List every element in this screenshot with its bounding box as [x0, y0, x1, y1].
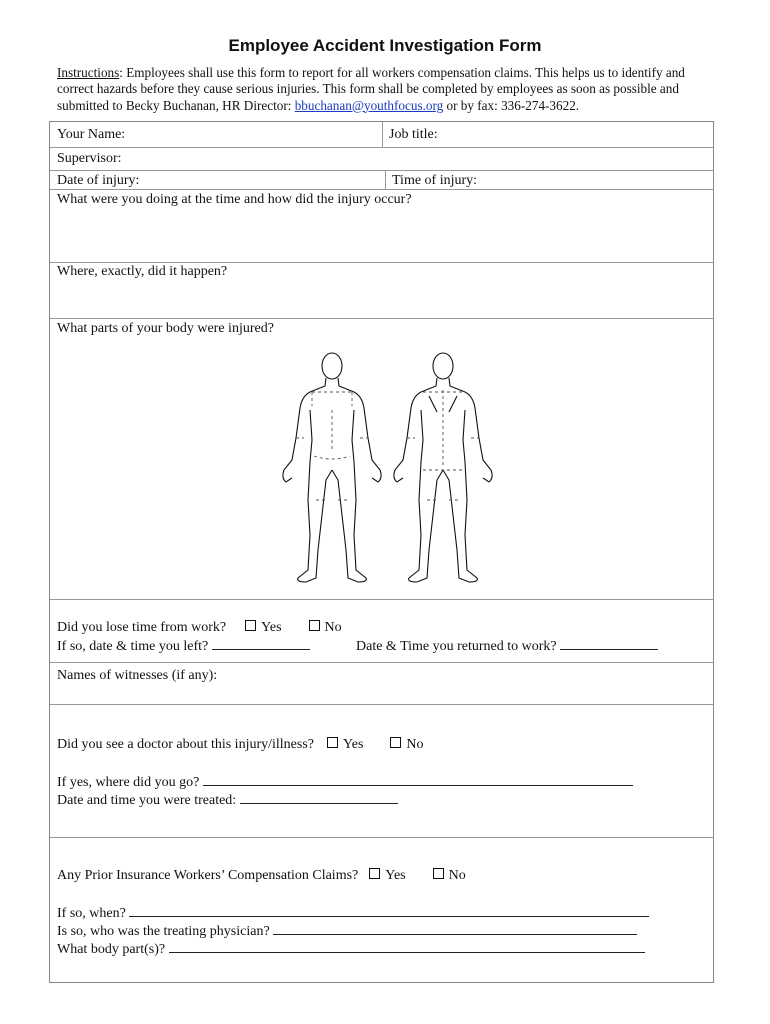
- body-parts-label: What parts of your body were injured?: [57, 321, 274, 336]
- lose-time-yes-checkbox[interactable]: [245, 620, 256, 631]
- treated-label: Date and time you were treated:: [57, 793, 237, 808]
- see-doctor-label: Did you see a doctor about this injury/illness?: [57, 737, 315, 752]
- where-label: Where, exactly, did it happen?: [57, 264, 228, 279]
- left-time-row: [57, 637, 310, 655]
- lose-time-no-label: No: [324, 620, 342, 635]
- hr-email-link[interactable]: bbuchanan@youthfocus.org: [294, 97, 444, 113]
- when-label: If so, when?: [57, 906, 126, 921]
- row-divider: [50, 599, 713, 600]
- treated-field[interactable]: [240, 791, 398, 804]
- see-doctor-no-label: No: [406, 737, 424, 752]
- row-divider: [50, 704, 713, 705]
- body-diagram-front[interactable]: [272, 350, 392, 590]
- row-divider: [50, 147, 713, 148]
- see-doctor-row: [57, 737, 424, 753]
- prior-claims-no-label: No: [448, 868, 466, 883]
- row-divider: [50, 262, 713, 263]
- physician-row: [57, 922, 637, 940]
- when-field[interactable]: [129, 904, 649, 917]
- lose-time-row: [57, 620, 342, 636]
- returned-field[interactable]: [560, 637, 658, 650]
- returned-row: [356, 637, 658, 655]
- instructions: [57, 65, 722, 114]
- see-doctor-yes-label: Yes: [343, 737, 364, 752]
- what-doing-label: What were you doing at the time and how did the injury occur?: [57, 192, 412, 207]
- row-divider: [50, 170, 713, 171]
- where-go-field[interactable]: [203, 773, 633, 786]
- body-part-label: What body part(s)?: [57, 942, 166, 957]
- treated-row: [57, 791, 398, 809]
- body-part-row: [57, 940, 645, 958]
- physician-field[interactable]: [273, 922, 637, 935]
- instructions-fax: or by fax: 336-274-3622.: [443, 97, 580, 113]
- row-divider: [50, 662, 713, 663]
- left-time-field[interactable]: [212, 637, 310, 650]
- instructions-text: : Employees shall use this form to report for all workers compensation claims. This helps us to identify and correct hazards before they cause serious injuries. This form shall be completed by employees as soon as possible and submitted to Becky Buchanan, HR Director:: [57, 65, 685, 113]
- body-diagram-back[interactable]: [383, 350, 503, 590]
- prior-claims-yes-checkbox[interactable]: [369, 868, 380, 879]
- instructions-label: Instructions: [57, 65, 120, 80]
- lose-time-no-checkbox[interactable]: [309, 620, 320, 631]
- row-divider: [50, 318, 713, 319]
- your-name-label: Your Name:: [57, 127, 126, 142]
- witnesses-label: Names of witnesses (if any):: [57, 668, 218, 683]
- prior-claims-label: Any Prior Insurance Workers’ Compensation Claims?: [57, 868, 359, 883]
- time-of-injury-label: Time of injury:: [392, 173, 478, 188]
- see-doctor-yes-checkbox[interactable]: [327, 737, 338, 748]
- date-of-injury-label: Date of injury:: [57, 173, 140, 188]
- lose-time-yes-label: Yes: [261, 620, 282, 635]
- where-go-label: If yes, where did you go?: [57, 775, 200, 790]
- body-part-field[interactable]: [169, 940, 645, 953]
- prior-claims-no-checkbox[interactable]: [433, 868, 444, 879]
- row-divider: [50, 837, 713, 838]
- col-divider: [385, 170, 386, 189]
- physician-label: Is so, who was the treating physician?: [57, 924, 270, 939]
- row-divider: [50, 189, 713, 190]
- prior-claims-row: [57, 868, 466, 884]
- page-title: Employee Accident Investigation Form: [228, 36, 542, 55]
- col-divider: [382, 122, 383, 147]
- returned-label: Date & Time you returned to work?: [356, 639, 557, 654]
- supervisor-label: Supervisor:: [57, 151, 122, 166]
- where-go-row: [57, 773, 633, 791]
- accident-form: [49, 121, 714, 983]
- prior-claims-yes-label: Yes: [385, 868, 406, 883]
- when-row: [57, 904, 649, 922]
- left-time-label: If so, date & time you left?: [57, 639, 209, 654]
- job-title-label: Job title:: [389, 127, 438, 142]
- see-doctor-no-checkbox[interactable]: [390, 737, 401, 748]
- lose-time-label: Did you lose time from work?: [57, 620, 227, 635]
